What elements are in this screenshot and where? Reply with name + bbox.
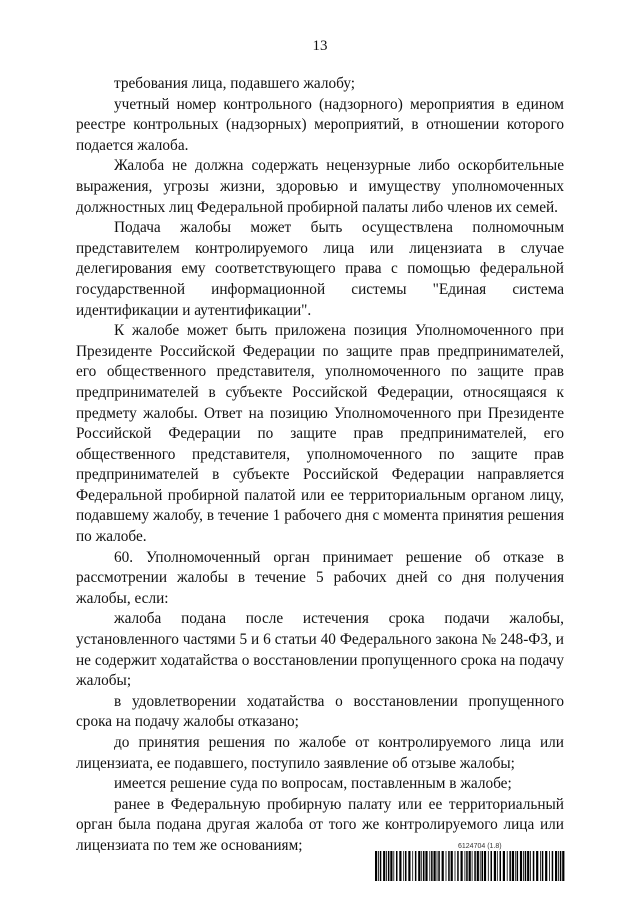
paragraph: Подача жалобы может быть осуществлена полномочным представителем контролируемого лица или лицензиата в случае делегирования ему соответствующего права с помощью федеральной государственной информационной системы "Единая система идентификации и аутентификации". (76, 219, 564, 319)
paragraph: до принятия решения по жалобе от контролируемого лица или лицензиата, ее подавшего, поступило заявление об отзыве жалобы; (76, 734, 564, 772)
page-number: 13 (312, 38, 328, 54)
barcode (375, 851, 565, 881)
paragraph: жалоба подана после истечения срока подачи жалобы, установленного частями 5 и 6 статьи 40 Федерального закона № 248-ФЗ, и не содержит ходатайства о восстановлении пропущенного срока на подачу жалобы; (76, 610, 564, 690)
paragraph: имеется решение суда по вопросам, поставленным в жалобе; (114, 775, 512, 793)
paragraph: К жалобе может быть приложена позиция Уполномоченного при Президенте Российской Федерации по защите прав предпринимателей, его общественного представителя, уполномоченного по защите прав предпринимателей в субъекте Российской Федерации, относящаяся к предмету жалобы. Ответ на позицию Уполномоченного при Президенте Российской Федерации по защите прав предпринимателей, его общественного представителя, уполномоченного по защите прав предпринимателей в субъекте Российской Федерации направляется Федеральной пробирной палатой или ее территориальным органом лицу, подавшему жалобу, в течение 1 рабочего дня с момента принятия решения по жалобе. (76, 322, 564, 546)
paragraph: в удовлетворении ходатайства о восстановлении пропущенного срока на подачу жалобы отказано; (76, 692, 564, 731)
paragraph: учетный номер контрольного (надзорного) мероприятия в едином реестре контрольных (надзорных) мероприятий, в отношении которого подается жалоба. (76, 95, 564, 154)
paragraph: требования лица, подавшего жалобу; (114, 75, 356, 92)
paragraph: 60. Уполномоченный орган принимает решение об отказе в рассмотрении жалобы в течение 5 рабочих дней со дня получения жалобы, если: (76, 548, 564, 607)
document-body (76, 74, 564, 857)
document-code: 6124704 (1.8) (458, 843, 502, 850)
paragraph: ранее в Федеральную пробирную палату или ее территориальный орган была подана другая жалоба от того же контролируемого лица или лицензиата по тем же основаниям; (76, 795, 564, 854)
paragraph: Жалоба не должна содержать нецензурные либо оскорбительные выражения, угрозы жизни, здоровью и имуществу уполномоченных должностных лиц Федеральной пробирной палаты либо членов их семей. (76, 157, 564, 216)
